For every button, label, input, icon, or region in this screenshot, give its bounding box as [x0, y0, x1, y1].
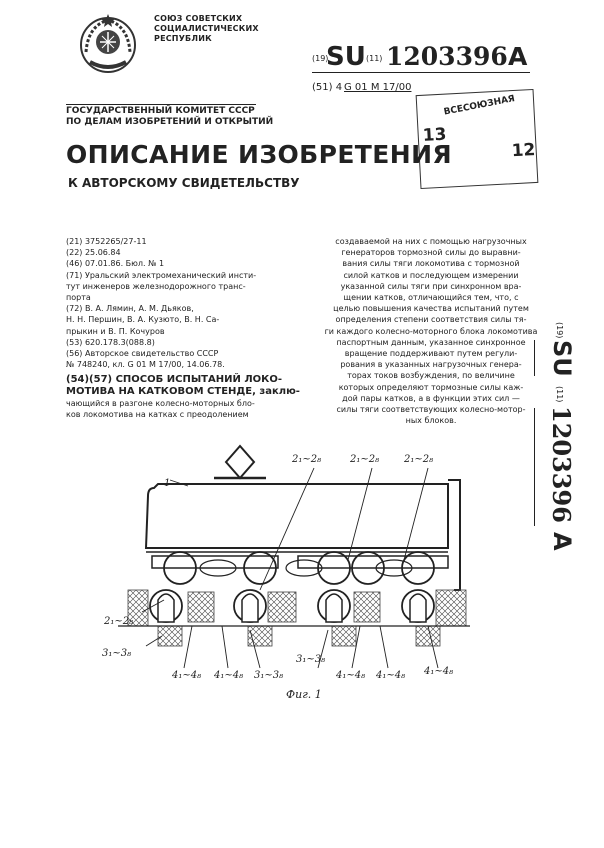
- biblio-line: (21) 3752265/27-11: [66, 237, 147, 246]
- side-inid-11: (11): [555, 386, 564, 403]
- inid-51: (51) 4: [312, 82, 343, 93]
- abstract-line: которых определяют тормозные силы каж-: [338, 382, 524, 392]
- ipc-code: G 01 M 17/00: [344, 82, 412, 93]
- patent-number: 1203396: [386, 42, 508, 71]
- document-subtitle: К АВТОРСКОМУ СВИДЕТЕЛЬСТВУ: [68, 176, 300, 190]
- committee-name: ГОСУДАРСТВЕННЫЙ КОМИТЕТ СССР ПО ДЕЛАМ ИЗОБРЕТЕНИЙ И ОТКРЫТИЙ: [66, 106, 274, 127]
- abstract-line: ков локомотива на катках с преодолением: [66, 410, 249, 420]
- biblio-line: прыкин и В. П. Кочуров: [66, 326, 165, 336]
- document-title: ОПИСАНИЕ ИЗОБРЕТЕНИЯ: [66, 140, 453, 169]
- abstract-right: [308, 236, 554, 426]
- abstract-line: ги каждого колесно-моторного блока локомотива: [324, 326, 538, 336]
- committee-rule: [66, 104, 256, 105]
- abstract-line: дой пары катков, а в функции этих сил —: [342, 393, 520, 403]
- union-name: СОЮЗ СОВЕТСКИХ СОЦИАЛИСТИЧЕСКИХ РЕСПУБЛИК: [154, 14, 259, 43]
- side-country-code: SU: [548, 340, 576, 377]
- abstract-line: ных блоков.: [405, 416, 457, 426]
- abstract-line: целью повышения качества испытаний путем: [333, 304, 529, 314]
- biblio-line: № 748240, кл. G 01 M 17/00, 14.06.78.: [66, 360, 225, 370]
- figure-caption: Фиг. 1: [286, 688, 322, 701]
- inid-19: (19): [312, 54, 329, 63]
- abstract-line: (54)(57) СПОСОБ ИСПЫТАНИЙ ЛОКО-: [66, 374, 282, 385]
- library-stamp: [416, 89, 539, 189]
- country-code: SU: [326, 42, 366, 72]
- header-rule: [312, 72, 530, 73]
- figure-label-top: 2₁~2₈: [350, 454, 380, 465]
- figure-label-left: 2₁~2₈: [104, 616, 134, 627]
- biblio-line: Н. Н. Першин, В. А. Кузюто, В. Н. Са-: [66, 315, 220, 325]
- bibliographic-data: [66, 236, 296, 370]
- figure-label-bottom: 3₁~3₈: [254, 670, 284, 681]
- side-rule-1: [534, 340, 535, 376]
- abstract-line: вания силы тяги локомотива с тормозной: [342, 259, 520, 269]
- abstract-line: щении катков, отличающийся тем, что, с: [343, 293, 519, 303]
- abstract-line: силы тяги соответствующих колесно-мотор-: [336, 405, 526, 415]
- side-rule-2: [534, 408, 535, 526]
- abstract-line: силой катков и последующем измерении: [343, 270, 519, 280]
- biblio-line: (71) Уральский электромеханический инсти-: [66, 270, 257, 280]
- figure-label-top: 2₁~2₈: [292, 454, 322, 465]
- side-kind-code: A: [548, 532, 576, 551]
- abstract-line: генераторов тормозной силы до выравни-: [341, 248, 521, 258]
- stamp-number-right: 12: [511, 139, 536, 162]
- biblio-line: (46) 07.01.86. Бюл. № 1: [66, 259, 165, 269]
- abstract-line: паспортным данным, указанное синхронное: [336, 337, 526, 347]
- figure-label-bottom: 4₁~4₈: [424, 666, 454, 677]
- figure-label-left: 3₁~3₈: [102, 648, 132, 659]
- figure-label-top: 2₁~2₈: [404, 454, 434, 465]
- side-patent-code: [532, 322, 590, 652]
- abstract-line: создаваемой на них с помощью нагрузочных: [335, 237, 527, 246]
- side-inid-19: (19): [555, 322, 564, 339]
- figure-label-1: 1: [164, 478, 171, 489]
- figure-label-bottom: 4₁~4₈: [214, 670, 244, 681]
- abstract-line: торах токов возбуждения, по величине: [347, 371, 515, 381]
- biblio-line: (72) В. А. Лямин, А. М. Дьяков,: [66, 304, 194, 314]
- figure-1-drawing: [118, 440, 488, 680]
- kind-code: A: [508, 42, 528, 71]
- figure-label-bottom: 3₁~3₈: [296, 654, 326, 665]
- figure-label-bottom: 4₁~4₈: [172, 670, 202, 681]
- abstract-line: рования в указанных нагрузочных генера-: [340, 360, 522, 370]
- abstract-line: определения степени соответствия силы тя-: [335, 315, 527, 325]
- abstract-line: вращение поддерживают путем регули-: [344, 349, 518, 359]
- abstract-line: чающийся в разгоне колесно-моторных бло-: [66, 399, 255, 408]
- biblio-line: порта: [66, 293, 91, 303]
- figure-label-bottom: 4₁~4₈: [376, 670, 406, 681]
- figure-label-bottom: 4₁~4₈: [336, 670, 366, 681]
- biblio-line: (22) 25.06.84: [66, 248, 121, 258]
- biblio-line: (56) Авторское свидетельство СССР: [66, 349, 219, 359]
- ussr-emblem-icon: [76, 12, 140, 76]
- stamp-number-left: 13: [422, 124, 447, 146]
- biblio-line: тут инженеров железнодорожного транс-: [66, 281, 246, 291]
- abstract-left: [66, 374, 298, 420]
- inid-11: (11): [366, 54, 383, 63]
- abstract-line: МОТИВА НА КАТКОВОМ СТЕНДЕ, заклю-: [66, 386, 300, 397]
- biblio-line: (53) 620.178.3(088.8): [66, 337, 155, 347]
- abstract-line: указанной силы тяги при синхронном вра-: [340, 281, 522, 291]
- side-patent-number: 1203396: [547, 406, 576, 523]
- stamp-text: ВСЕСОЮЗНАЯ: [442, 94, 516, 118]
